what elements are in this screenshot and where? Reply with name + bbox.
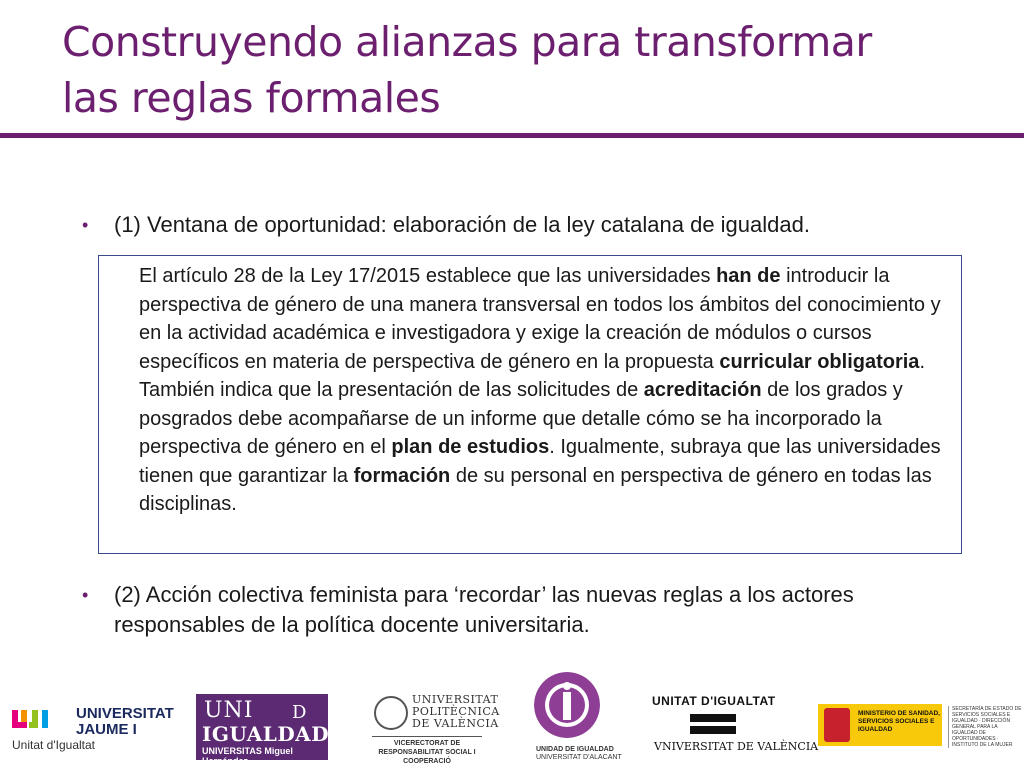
umh-logo-line-3: UNIVERSITAS Miguel Hernández	[202, 746, 293, 766]
bullet-marker: •	[82, 585, 89, 605]
slide-title	[62, 14, 1002, 126]
quote-segment: introducir la perspectiva de género de una manera transversal en todos los ámbitos del conocimiento y en la actividad académica e investigadora y exige la creación de módulos o cursos específicos en materia de perspectiva de género en la propuesta	[139, 265, 941, 373]
umh-uni-igualdad-logo	[196, 694, 330, 766]
slide-title-line-1: Construyendo alianzas para transformar	[62, 18, 872, 66]
uv-equal-bar-top	[690, 714, 736, 722]
uji-logo-text	[76, 706, 174, 738]
law-quote-box	[98, 255, 962, 554]
ua-label-line-2: UNIVERSITAT D'ALACANT	[536, 754, 622, 761]
ua-logo-label	[536, 746, 622, 762]
uv-logo-subtitle: VNIVERSITAT DE VALÈNCIA	[654, 740, 819, 753]
ua-igualdad-logo-icon	[534, 672, 600, 738]
uv-equal-bar-bottom	[690, 726, 736, 734]
uv-logo-title: UNITAT D'IGUALTAT	[652, 694, 776, 708]
uji-name-line-1: UNIVERSITAT	[76, 705, 174, 722]
quote-emphasis: han de	[716, 265, 781, 287]
upv-vicerectorat-label: VICERECTORAT DE RESPONSABILITAT SOCIAL I COOPERACIÓ	[372, 736, 482, 766]
quote-segment: de los grados y posgrados debe acompañarse de un informe que detalle cómo se ha incorporado la perspectiva de género en el	[139, 379, 903, 458]
quote-segment: El artículo 28 de la Ley 17/2015 establece que las universidades	[139, 265, 717, 287]
bullet-text: (1) Ventana de oportunidad: elaboración de la ley catalana de igualdad.	[114, 212, 810, 237]
ministerio-logo	[818, 704, 1022, 748]
uji-name-line-2: JAUME I	[76, 721, 137, 738]
quote-segment: de su personal en perspectiva de género en todas las disciplinas.	[139, 464, 932, 515]
quote-emphasis: formación	[353, 464, 451, 487]
law-quote-text	[139, 262, 954, 519]
upv-name-line-2: POLITÈCNICA	[412, 705, 500, 718]
ministerio-departments: SECRETARÍA DE ESTADO DE SERVICIOS SOCIALES E IGUALDAD · DIRECCIÓN GENERAL PARA LA IGUALDAD DE OPORTUNIDADES · INSTITUTO DE LA MUJER	[948, 706, 1022, 748]
ministerio-name: MINISTERIO DE SANIDAD, SERVICIOS SOCIALES E IGUALDAD	[858, 710, 940, 733]
upv-logo-text	[412, 694, 500, 730]
umh-logo-line-2: IGUALDAD	[202, 722, 330, 746]
ua-label-line-1: UNIDAD DE IGUALDAD	[536, 746, 614, 753]
coat-of-arms-icon	[824, 708, 850, 742]
umh-logo-letter: D	[292, 702, 307, 723]
upv-seal-icon	[374, 696, 408, 730]
slide-title-line-2: las reglas formales	[62, 74, 441, 122]
upv-name-line-1: UNIVERSITAT	[412, 693, 499, 706]
uji-logo-mark-icon	[12, 708, 70, 730]
quote-segment: . También indica que la presentación de las solicitudes de	[139, 350, 925, 401]
quote-emphasis: acreditación	[643, 379, 762, 401]
quote-emphasis: curricular obligatoria	[719, 350, 920, 373]
umh-logo-line-1: UNI	[204, 698, 254, 723]
title-divider	[0, 133, 1024, 138]
upv-name-line-3: DE VALÈNCIA	[412, 717, 499, 730]
quote-segment: . Igualmente, subraya que las universidades tienen que garantizar la	[139, 436, 941, 487]
uji-unit-label: Unitat d'Igualtat	[12, 738, 96, 752]
bullet-text: (2) Acción colectiva feminista para ‘recordar’ las nuevas reglas a los actores responsables de la política docente universitaria.	[114, 582, 854, 637]
bullet-marker: •	[82, 215, 89, 235]
quote-emphasis: plan de estudios	[391, 436, 550, 458]
